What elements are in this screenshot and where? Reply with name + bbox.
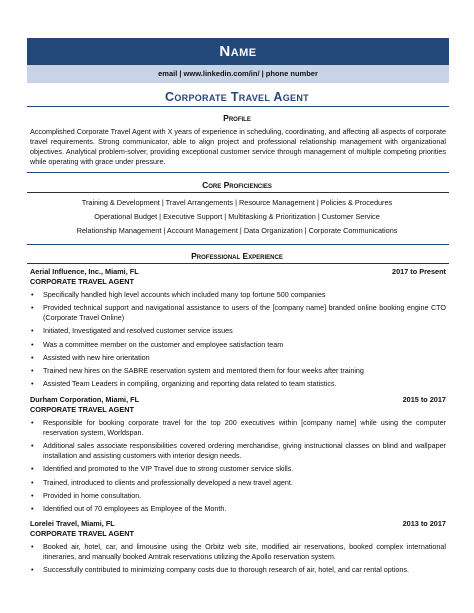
list-item: • Provided technical support and navigational assistance to users of the [company name] branded online booking engine CTO (Corporate Travel Online) xyxy=(30,303,446,323)
job-company: Durham Corporation, Miami, FL xyxy=(30,395,140,404)
title-divider xyxy=(27,106,449,107)
list-item: • Identified and promoted to the VIP Travel due to strong customer service skills. xyxy=(30,464,446,474)
job-company: Lorelei Travel, Miami, FL xyxy=(30,519,115,528)
job-header xyxy=(30,519,446,528)
contact-line: email | www.linkedin.com/in/ | phone number xyxy=(27,65,449,83)
list-item: • Responsible for booking corporate travel for the top 200 executives within [company name] while using the computer reservation system, Worldspan. xyxy=(30,418,446,438)
job-title: Corporate Travel Agent xyxy=(165,90,309,104)
experience-divider xyxy=(27,244,449,245)
list-item: • Trained, introduced to clients and professionally developed a new travel agent. xyxy=(30,478,446,488)
experience-rule xyxy=(27,263,449,264)
job-dates: 2015 to 2017 xyxy=(402,395,446,404)
proficiency-line: Operational Budget | Executive Support | Multitasking & Prioritization | Customer Service xyxy=(94,212,380,221)
experience-heading: Professional Experience xyxy=(191,251,283,261)
job-title: CORPORATE TRAVEL AGENT xyxy=(30,277,134,286)
job-title: CORPORATE TRAVEL AGENT xyxy=(30,529,134,538)
list-item: • Identified out of 70 employees as Employee of the Month. xyxy=(30,504,446,514)
profile-divider xyxy=(27,172,449,173)
job-bullets xyxy=(30,290,446,392)
job-company: Aerial Influence, Inc., Miami, FL xyxy=(30,267,139,276)
list-item: • Additional sales associate responsibilities covered ordering merchandise, giving instructional classes on blind and wallpaper installation and assisting customers with interior design needs. xyxy=(30,441,446,461)
job-header xyxy=(30,395,446,404)
job-dates: 2017 to Present xyxy=(392,267,446,276)
job-bullets xyxy=(30,542,446,578)
list-item: • Assisted with new hire orientation xyxy=(30,353,446,363)
list-item: • Was a committee member on the customer and employee satisfaction team xyxy=(30,340,446,350)
job-title: CORPORATE TRAVEL AGENT xyxy=(30,405,134,414)
proficiency-line: Relationship Management | Account Management | Data Organization | Corporate Communications xyxy=(76,226,398,235)
job-dates: 2013 to 2017 xyxy=(402,519,446,528)
list-item: • Trained new hires on the SABRE reservation system and mentored them for four weeks after training xyxy=(30,366,446,376)
profile-summary: Accomplished Corporate Travel Agent with X years of experience in scheduling, coordinating, and affecting all aspects of corporate travel requirements. Strong communicator, able to align project and professional relationship management with organizational objectives. Analytical problem-solver, providing exceptional customer service through management of multiple competing priorities while operating with grace under pressure. xyxy=(30,127,446,166)
list-item: • Provided in home consultation. xyxy=(30,491,446,501)
job-header xyxy=(30,267,446,276)
proficiencies-rule xyxy=(27,192,449,193)
list-item: • Specifically handled high level accounts which included many top fortune 500 companies xyxy=(30,290,446,300)
proficiencies-heading: Core Proficiencies xyxy=(202,180,272,190)
proficiency-line: Training & Development | Travel Arrangements | Resource Management | Policies & Procedures xyxy=(81,198,393,207)
job-bullets xyxy=(30,418,446,517)
profile-heading: Profile xyxy=(223,113,251,123)
list-item: • Successfully contributed to minimizing company costs due to thorough research of air, hotel, and car rental options. xyxy=(30,565,446,575)
resume-name: Name xyxy=(27,38,449,65)
list-item: • Assisted Team Leaders in compiling, organizing and reporting data related to team statistics. xyxy=(30,379,446,389)
list-item: • Booked air, hotel, car, and limousine using the Orbitz web site, modified air reservations, booked complex international itineraries, and manually booked Amtrak reservations utilizing the Apollo reservation system. xyxy=(30,542,446,562)
list-item: • Initiated, Investigated and resolved customer service issues xyxy=(30,326,446,336)
